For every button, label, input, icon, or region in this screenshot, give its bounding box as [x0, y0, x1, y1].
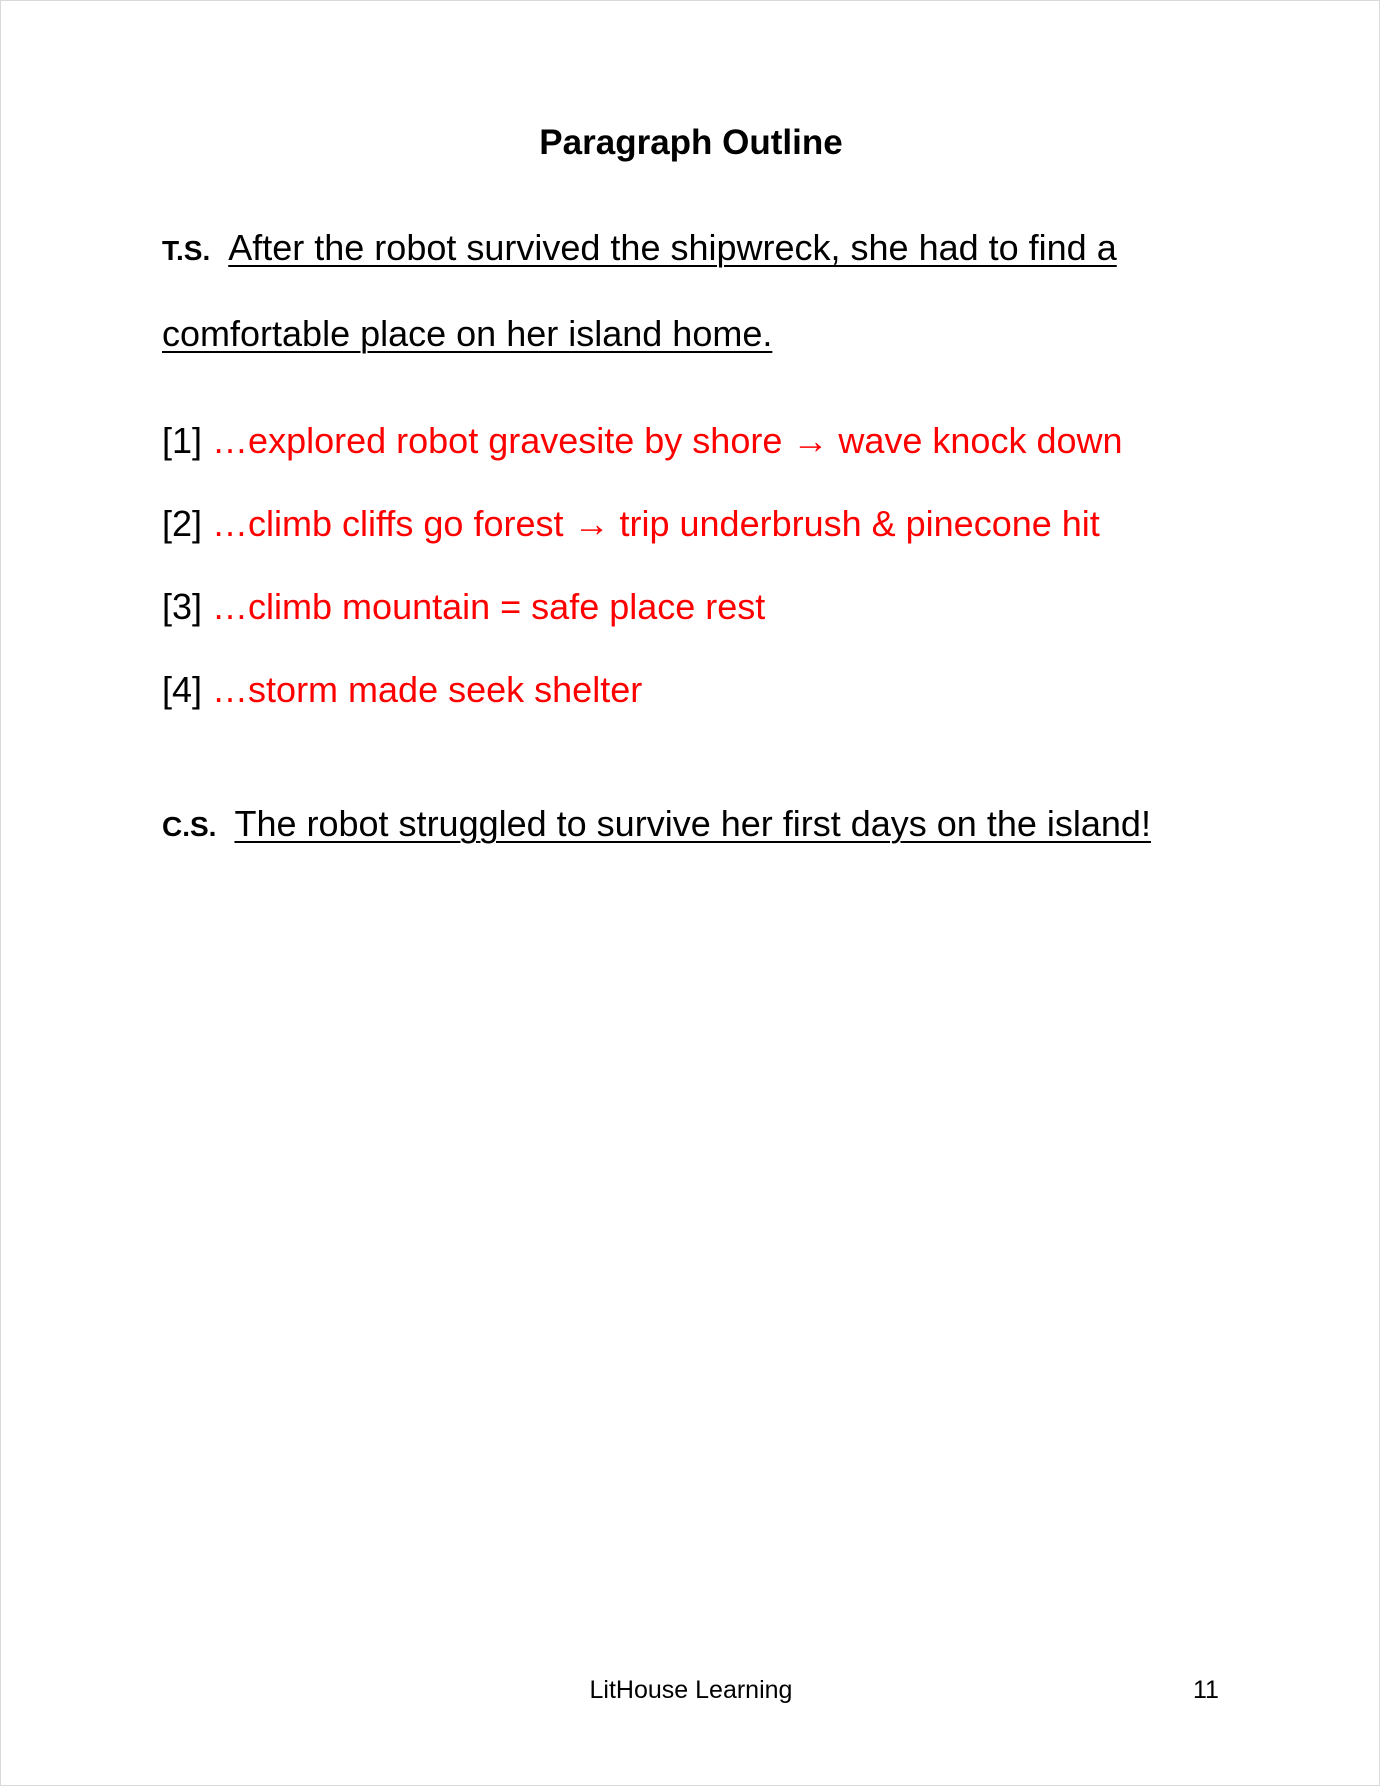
topic-sentence-label: T.S. — [162, 235, 211, 266]
page-title: Paragraph Outline — [539, 123, 843, 162]
detail-number: [2] — [162, 503, 203, 544]
topic-sentence — [162, 206, 1212, 375]
detail-item-2 — [162, 499, 1262, 582]
detail-number: [3] — [162, 586, 203, 627]
detail-text: …storm made seek shelter — [212, 669, 643, 710]
detail-text: …climb cliffs go forest → trip underbrush & pinecone hit — [212, 503, 1100, 544]
topic-sentence-text: After the robot survived the shipwreck, she had to find a comfortable place on her island home. — [162, 227, 1117, 354]
concluding-sentence-text: The robot struggled to survive her first days on the island! — [234, 803, 1151, 844]
detail-item-3 — [162, 582, 1262, 665]
concluding-sentence — [162, 799, 1282, 852]
detail-list — [162, 416, 1262, 748]
concluding-sentence-label: C.S. — [162, 811, 217, 842]
page-number: 11 — [1193, 1676, 1219, 1704]
detail-item-4 — [162, 665, 1262, 748]
detail-number: [4] — [162, 669, 203, 710]
detail-text: …climb mountain = safe place rest — [212, 586, 766, 627]
detail-text: …explored robot gravesite by shore → wave knock down — [212, 420, 1123, 461]
footer-text: LitHouse Learning — [589, 1676, 793, 1704]
detail-item-1 — [162, 416, 1262, 499]
detail-number: [1] — [162, 420, 203, 461]
